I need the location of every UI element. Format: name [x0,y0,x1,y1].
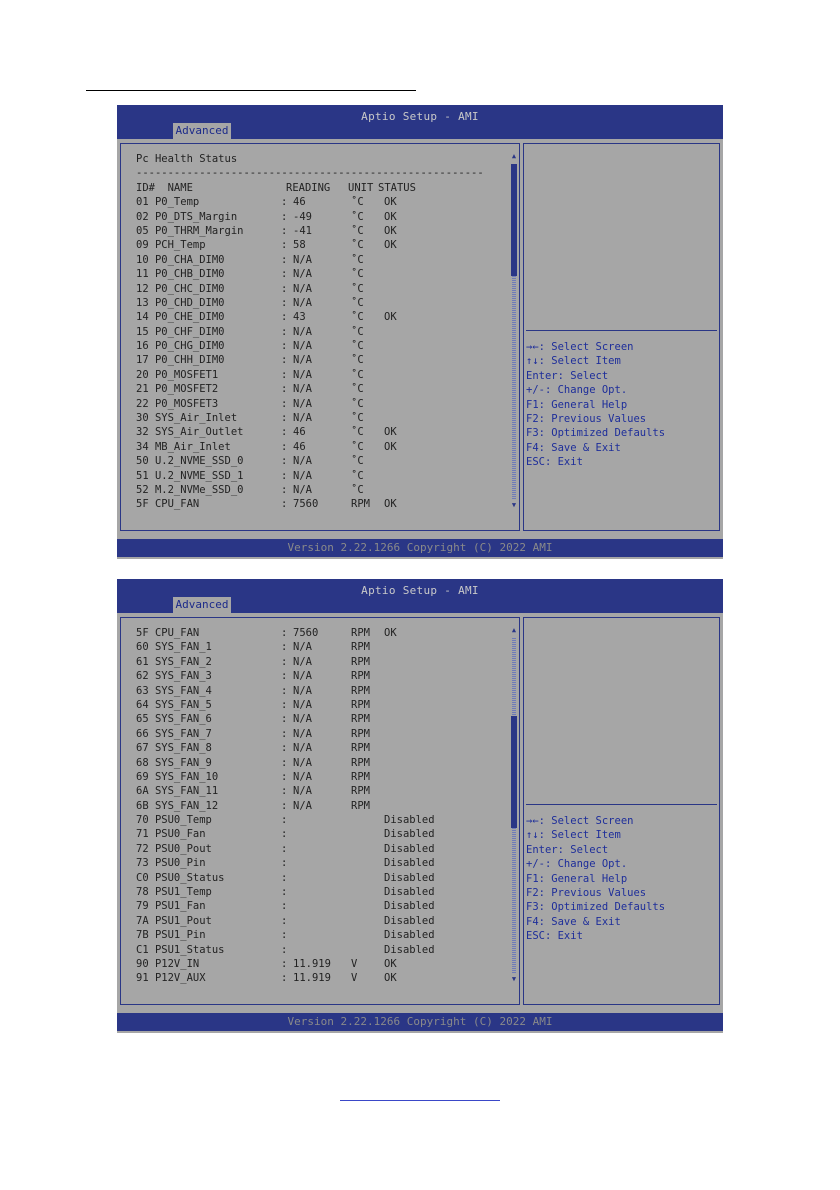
sensor-colon: : [281,383,288,396]
sensor-status: OK [384,239,397,252]
sensor-status: Disabled [384,857,435,870]
sensor-unit: ˚C [351,311,364,324]
sensor-name: 01 P0_Temp [136,196,200,209]
sensor-status: Disabled [384,914,435,927]
sensor-row[interactable] [136,469,364,483]
key-help-list [526,340,665,470]
sensor-unit: RPM [351,627,370,639]
sensor-reading: N/A [293,469,312,482]
sensor-reading: N/A [293,713,312,726]
sensor-name: 71 PSU0_Fan [136,828,206,841]
sensor-reading: N/A [293,756,312,769]
version-text: Version 2.22.1266 Copyright (C) 2022 AMI [287,541,553,554]
sensor-row[interactable] [136,238,397,252]
sensor-row[interactable] [136,382,364,396]
sensor-unit: ˚C [351,224,364,237]
sensor-row[interactable] [136,296,364,310]
sensor-colon: : [281,929,288,942]
sensor-colon: : [281,742,288,755]
sensor-reading: N/A [293,655,312,668]
sensor-colon: : [281,900,288,913]
col-status: STATUS [378,181,416,194]
sensor-reading: N/A [293,340,312,353]
sensor-reading: 43 [293,311,306,324]
sensor-colon: : [281,770,288,783]
sensor-colon: : [281,483,288,496]
sensor-reading: N/A [293,455,312,468]
app-title: Aptio Setup - AMI [361,110,479,123]
help-line: F1: General Help [526,872,628,885]
help-line: F3: Optimized Defaults [526,427,666,440]
sensor-name: C1 PSU1_Status [136,943,225,956]
help-line: F3: Optimized Defaults [526,901,666,914]
key-help-list [526,814,665,944]
help-divider [526,330,717,331]
sensor-status: Disabled [384,886,435,899]
sensor-name: 91 P12V_AUX [136,972,206,985]
col-unit: UNIT [348,181,374,194]
sensor-name: 7A PSU1_Pout [136,914,212,927]
sensor-colon: : [281,340,288,353]
footer-bar [117,539,723,557]
sensor-name: 66 SYS_FAN_7 [136,727,212,740]
help-divider [526,804,717,805]
sensor-name: 64 SYS_FAN_5 [136,698,212,711]
sensor-row[interactable] [136,253,364,267]
sensor-colon: : [281,972,288,985]
sensor-row[interactable] [136,483,364,497]
sensor-name: 62 SYS_FAN_3 [136,670,212,683]
sensor-status: OK [384,426,397,439]
sensor-row[interactable] [136,440,397,454]
sensor-unit: RPM [351,684,370,697]
sensor-name: 69 SYS_FAN_10 [136,770,219,783]
help-line: +/-: Change Opt. [526,858,628,871]
sensor-colon: : [281,412,288,425]
sensor-name: 21 P0_MOSFET2 [136,383,219,396]
help-line: ESC: Exit [526,456,583,469]
sensor-colon: : [281,828,288,841]
sensor-unit: ˚C [351,196,364,209]
sensor-reading: N/A [293,483,312,496]
sensor-colon: : [281,713,288,726]
sensor-reading: N/A [293,412,312,425]
sensor-reading: N/A [293,397,312,410]
help-line: F2: Previous Values [526,886,647,899]
sensor-name: 34 MB_Air_Inlet [136,440,231,453]
sensor-unit: ˚C [351,239,364,252]
sensor-reading: 7560 [293,627,319,639]
sensor-name: 02 P0_DTS_Margin [136,210,238,223]
sensor-row[interactable] [136,210,397,224]
sensor-name: 50 U.2_NVME_SSD_0 [136,455,244,468]
sensor-unit: ˚C [351,483,364,496]
scroll-up-icon[interactable]: ▲ [511,626,517,634]
app-title: Aptio Setup - AMI [361,584,479,597]
sensor-colon: : [281,282,288,295]
sensor-reading: N/A [293,698,312,711]
sensor-colon: : [281,727,288,740]
sensor-reading: N/A [293,383,312,396]
sensor-row[interactable] [136,339,364,353]
help-line: ↑↓: Select Item [526,829,621,842]
sensor-unit: ˚C [351,296,364,309]
sensor-name: 67 SYS_FAN_8 [136,742,212,755]
sensor-row[interactable] [136,224,397,238]
sensor-unit: RPM [351,770,370,783]
sensor-name: 6B SYS_FAN_12 [136,799,219,812]
sensor-colon: : [281,196,288,209]
sensor-colon: : [281,268,288,281]
sensor-row[interactable] [136,325,364,339]
sensor-reading: 11.919 [293,972,331,985]
sensor-colon: : [281,325,288,338]
help-line: F4: Save & Exit [526,441,621,454]
sensor-reading: N/A [293,641,312,654]
sensor-reading: 46 [293,426,306,439]
sensor-name: 16 P0_CHG_DIM0 [136,340,225,353]
tab-advanced[interactable]: Advanced [173,597,231,613]
sensor-name: 14 P0_CHE_DIM0 [136,311,225,324]
sensor-status: Disabled [384,943,435,956]
sensor-reading: N/A [293,770,312,783]
sensor-reading: 11.919 [293,957,331,970]
sensor-reading: 7560 [293,498,319,511]
sensor-unit: RPM [351,756,370,769]
sensor-unit: ˚C [351,397,364,410]
sensor-reading: N/A [293,354,312,367]
sensor-colon: : [281,943,288,956]
sensor-reading: N/A [293,368,312,381]
sensor-unit: ˚C [351,210,364,223]
sensor-status: Disabled [384,814,435,827]
sensor-status: OK [384,311,397,324]
sensor-colon: : [281,914,288,927]
scroll-down-icon[interactable]: ▼ [511,501,517,509]
sensor-unit: ˚C [351,412,364,425]
sensor-row[interactable] [136,411,364,425]
sensor-reading: N/A [293,742,312,755]
help-pane [523,143,720,531]
sensor-unit: RPM [351,799,370,812]
sensor-colon: : [281,814,288,827]
sensor-reading: N/A [293,253,312,266]
sensor-unit: RPM [351,641,370,654]
sensor-colon: : [281,311,288,324]
main-pane [120,143,520,531]
sensor-unit: ˚C [351,426,364,439]
help-line: ↑↓: Select Item [526,355,621,368]
sensor-name: 79 PSU1_Fan [136,900,206,913]
sensor-reading: N/A [293,785,312,798]
sensor-status: OK [384,210,397,223]
sensor-name: 17 P0_CHH_DIM0 [136,354,225,367]
sensor-list [136,152,484,512]
sensor-colon: : [281,799,288,812]
sensor-name: 13 P0_CHD_DIM0 [136,296,225,309]
sensor-colon: : [281,842,288,855]
sensor-reading: N/A [293,268,312,281]
sensor-name: 11 P0_CHB_DIM0 [136,268,225,281]
sensor-status: Disabled [384,929,435,942]
help-line: Enter: Select [526,843,609,856]
footer-bar [117,1013,723,1031]
sensor-row[interactable] [136,425,397,439]
sensor-colon: : [281,224,288,237]
help-line: F1: General Help [526,398,628,411]
sensor-name: 7B PSU1_Pin [136,929,206,942]
sensor-colon: : [281,886,288,899]
scrollbar[interactable] [510,626,518,983]
sensor-name: 70 PSU0_Temp [136,814,212,827]
sensor-unit: V [351,957,358,970]
tab-advanced[interactable]: Advanced [173,123,231,139]
sensor-colon: : [281,957,288,970]
sensor-name: 05 P0_THRM_Margin [136,224,244,237]
sensor-colon: : [281,785,288,798]
sensor-name: 90 P12V_IN [136,957,200,970]
sensor-status: Disabled [384,871,435,884]
sensor-unit: ˚C [351,455,364,468]
sensor-row[interactable] [136,497,397,511]
sensor-name: 65 SYS_FAN_6 [136,713,212,726]
sensor-name: 10 P0_CHA_DIM0 [136,253,225,266]
sensor-status: OK [384,196,397,209]
sensor-unit: RPM [351,670,370,683]
sensor-name: 52 M.2_NVMe_SSD_0 [136,483,244,496]
sensor-colon: : [281,756,288,769]
scroll-thumb[interactable] [511,164,517,276]
sensor-unit: RPM [351,655,370,668]
sensor-unit: RPM [351,742,370,755]
sensor-name: C0 PSU0_Status [136,871,225,884]
sensor-unit: ˚C [351,383,364,396]
sensor-name: 5F CPU_FAN [136,498,200,511]
version-text: Version 2.22.1266 Copyright (C) 2022 AMI [287,1015,553,1028]
sensor-colon: : [281,455,288,468]
sensor-reading: N/A [293,325,312,338]
sensor-reading: N/A [293,727,312,740]
sensor-colon: : [281,871,288,884]
footer-link-underline [340,1100,500,1101]
sensor-colon: : [281,498,288,511]
scroll-down-icon[interactable]: ▼ [511,975,517,983]
separator-line: ------------------------------------------------------- [136,167,484,180]
sensor-unit: ˚C [351,325,364,338]
main-pane [120,617,520,1005]
sensor-reading: 58 [293,239,306,252]
sensor-name: 60 SYS_FAN_1 [136,641,212,654]
sensor-unit: V [351,972,358,985]
sensor-reading: 46 [293,440,306,453]
sensor-colon: : [281,426,288,439]
column-headers [136,181,416,195]
sensor-status: OK [384,440,397,453]
help-line: F4: Save & Exit [526,915,621,928]
sensor-name: 63 SYS_FAN_4 [136,684,212,697]
sensor-name: 6A SYS_FAN_11 [136,785,219,798]
sensor-colon: : [281,641,288,654]
sensor-name: 72 PSU0_Pout [136,842,212,855]
sensor-unit: RPM [351,785,370,798]
sensor-reading: -49 [293,210,312,223]
help-line: →←: Select Screen [526,815,634,827]
title-bar [117,105,723,139]
sensor-colon: : [281,354,288,367]
sensor-reading: N/A [293,296,312,309]
header-rule [86,90,416,91]
sensor-unit: RPM [351,698,370,711]
sensor-name: 09 PCH_Temp [136,239,206,252]
sensor-status: OK [384,972,397,985]
sensor-name: 51 U.2_NVME_SSD_1 [136,469,244,482]
sensor-row[interactable] [136,397,364,411]
sensor-status: Disabled [384,900,435,913]
sensor-unit: RPM [351,727,370,740]
sensor-unit: RPM [351,713,370,726]
sensor-colon: : [281,857,288,870]
sensor-reading: 46 [293,196,306,209]
sensor-status: OK [384,627,397,639]
bios-screen-2 [117,579,723,1033]
section-heading: Pc Health Status [136,153,238,165]
sensor-colon: : [281,296,288,309]
sensor-row[interactable] [136,353,364,367]
help-line: →←: Select Screen [526,341,634,353]
sensor-unit: ˚C [351,354,364,367]
sensor-colon: : [281,440,288,453]
sensor-colon: : [281,698,288,711]
sensor-unit: ˚C [351,440,364,453]
sensor-row[interactable] [136,195,397,209]
sensor-name: 20 P0_MOSFET1 [136,368,219,381]
sensor-colon: : [281,627,288,639]
scrollbar[interactable] [510,152,518,509]
help-line: Enter: Select [526,369,609,382]
bios-screen-1 [117,105,723,559]
sensor-name: 22 P0_MOSFET3 [136,397,219,410]
sensor-reading: N/A [293,684,312,697]
sensor-colon: : [281,253,288,266]
sensor-unit: ˚C [351,282,364,295]
sensor-row[interactable] [136,282,364,296]
sensor-name: 73 PSU0_Pin [136,857,206,870]
sensor-status: Disabled [384,842,435,855]
sensor-unit: ˚C [351,268,364,281]
sensor-status: Disabled [384,828,435,841]
sensor-status: OK [384,224,397,237]
sensor-unit: RPM [351,498,370,511]
sensor-name: 68 SYS_FAN_9 [136,756,212,769]
sensor-reading: -41 [293,224,312,237]
sensor-row[interactable] [136,368,364,382]
help-pane [523,617,720,1005]
col-id-name: ID# NAME [136,181,193,194]
help-line: ESC: Exit [526,930,583,943]
sensor-unit: ˚C [351,469,364,482]
title-bar [117,579,723,613]
sensor-unit: ˚C [351,340,364,353]
sensor-row[interactable] [136,454,364,468]
sensor-name: 12 P0_CHC_DIM0 [136,282,225,295]
sensor-name: 78 PSU1_Temp [136,886,212,899]
sensor-colon: : [281,397,288,410]
sensor-name: 15 P0_CHF_DIM0 [136,325,225,338]
sensor-colon: : [281,368,288,381]
sensor-name: 30 SYS_Air_Inlet [136,412,238,425]
scroll-thumb[interactable] [511,716,517,828]
sensor-name: 32 SYS_Air_Outlet [136,426,244,439]
sensor-row[interactable] [136,310,397,324]
sensor-colon: : [281,670,288,683]
sensor-name: 61 SYS_FAN_2 [136,655,212,668]
sensor-unit: ˚C [351,253,364,266]
help-line: F2: Previous Values [526,412,647,425]
sensor-colon: : [281,684,288,697]
scroll-up-icon[interactable]: ▲ [511,152,517,160]
col-reading: READING [286,181,331,194]
sensor-colon: : [281,469,288,482]
sensor-name: 5F CPU_FAN [136,627,200,639]
sensor-colon: : [281,655,288,668]
sensor-reading: N/A [293,799,312,812]
sensor-reading: N/A [293,282,312,295]
sensor-unit: ˚C [351,368,364,381]
sensor-reading: N/A [293,670,312,683]
sensor-row[interactable] [136,267,364,281]
sensor-colon: : [281,210,288,223]
sensor-colon: : [281,239,288,252]
help-line: +/-: Change Opt. [526,384,628,397]
sensor-status: OK [384,498,397,511]
sensor-status: OK [384,957,397,970]
